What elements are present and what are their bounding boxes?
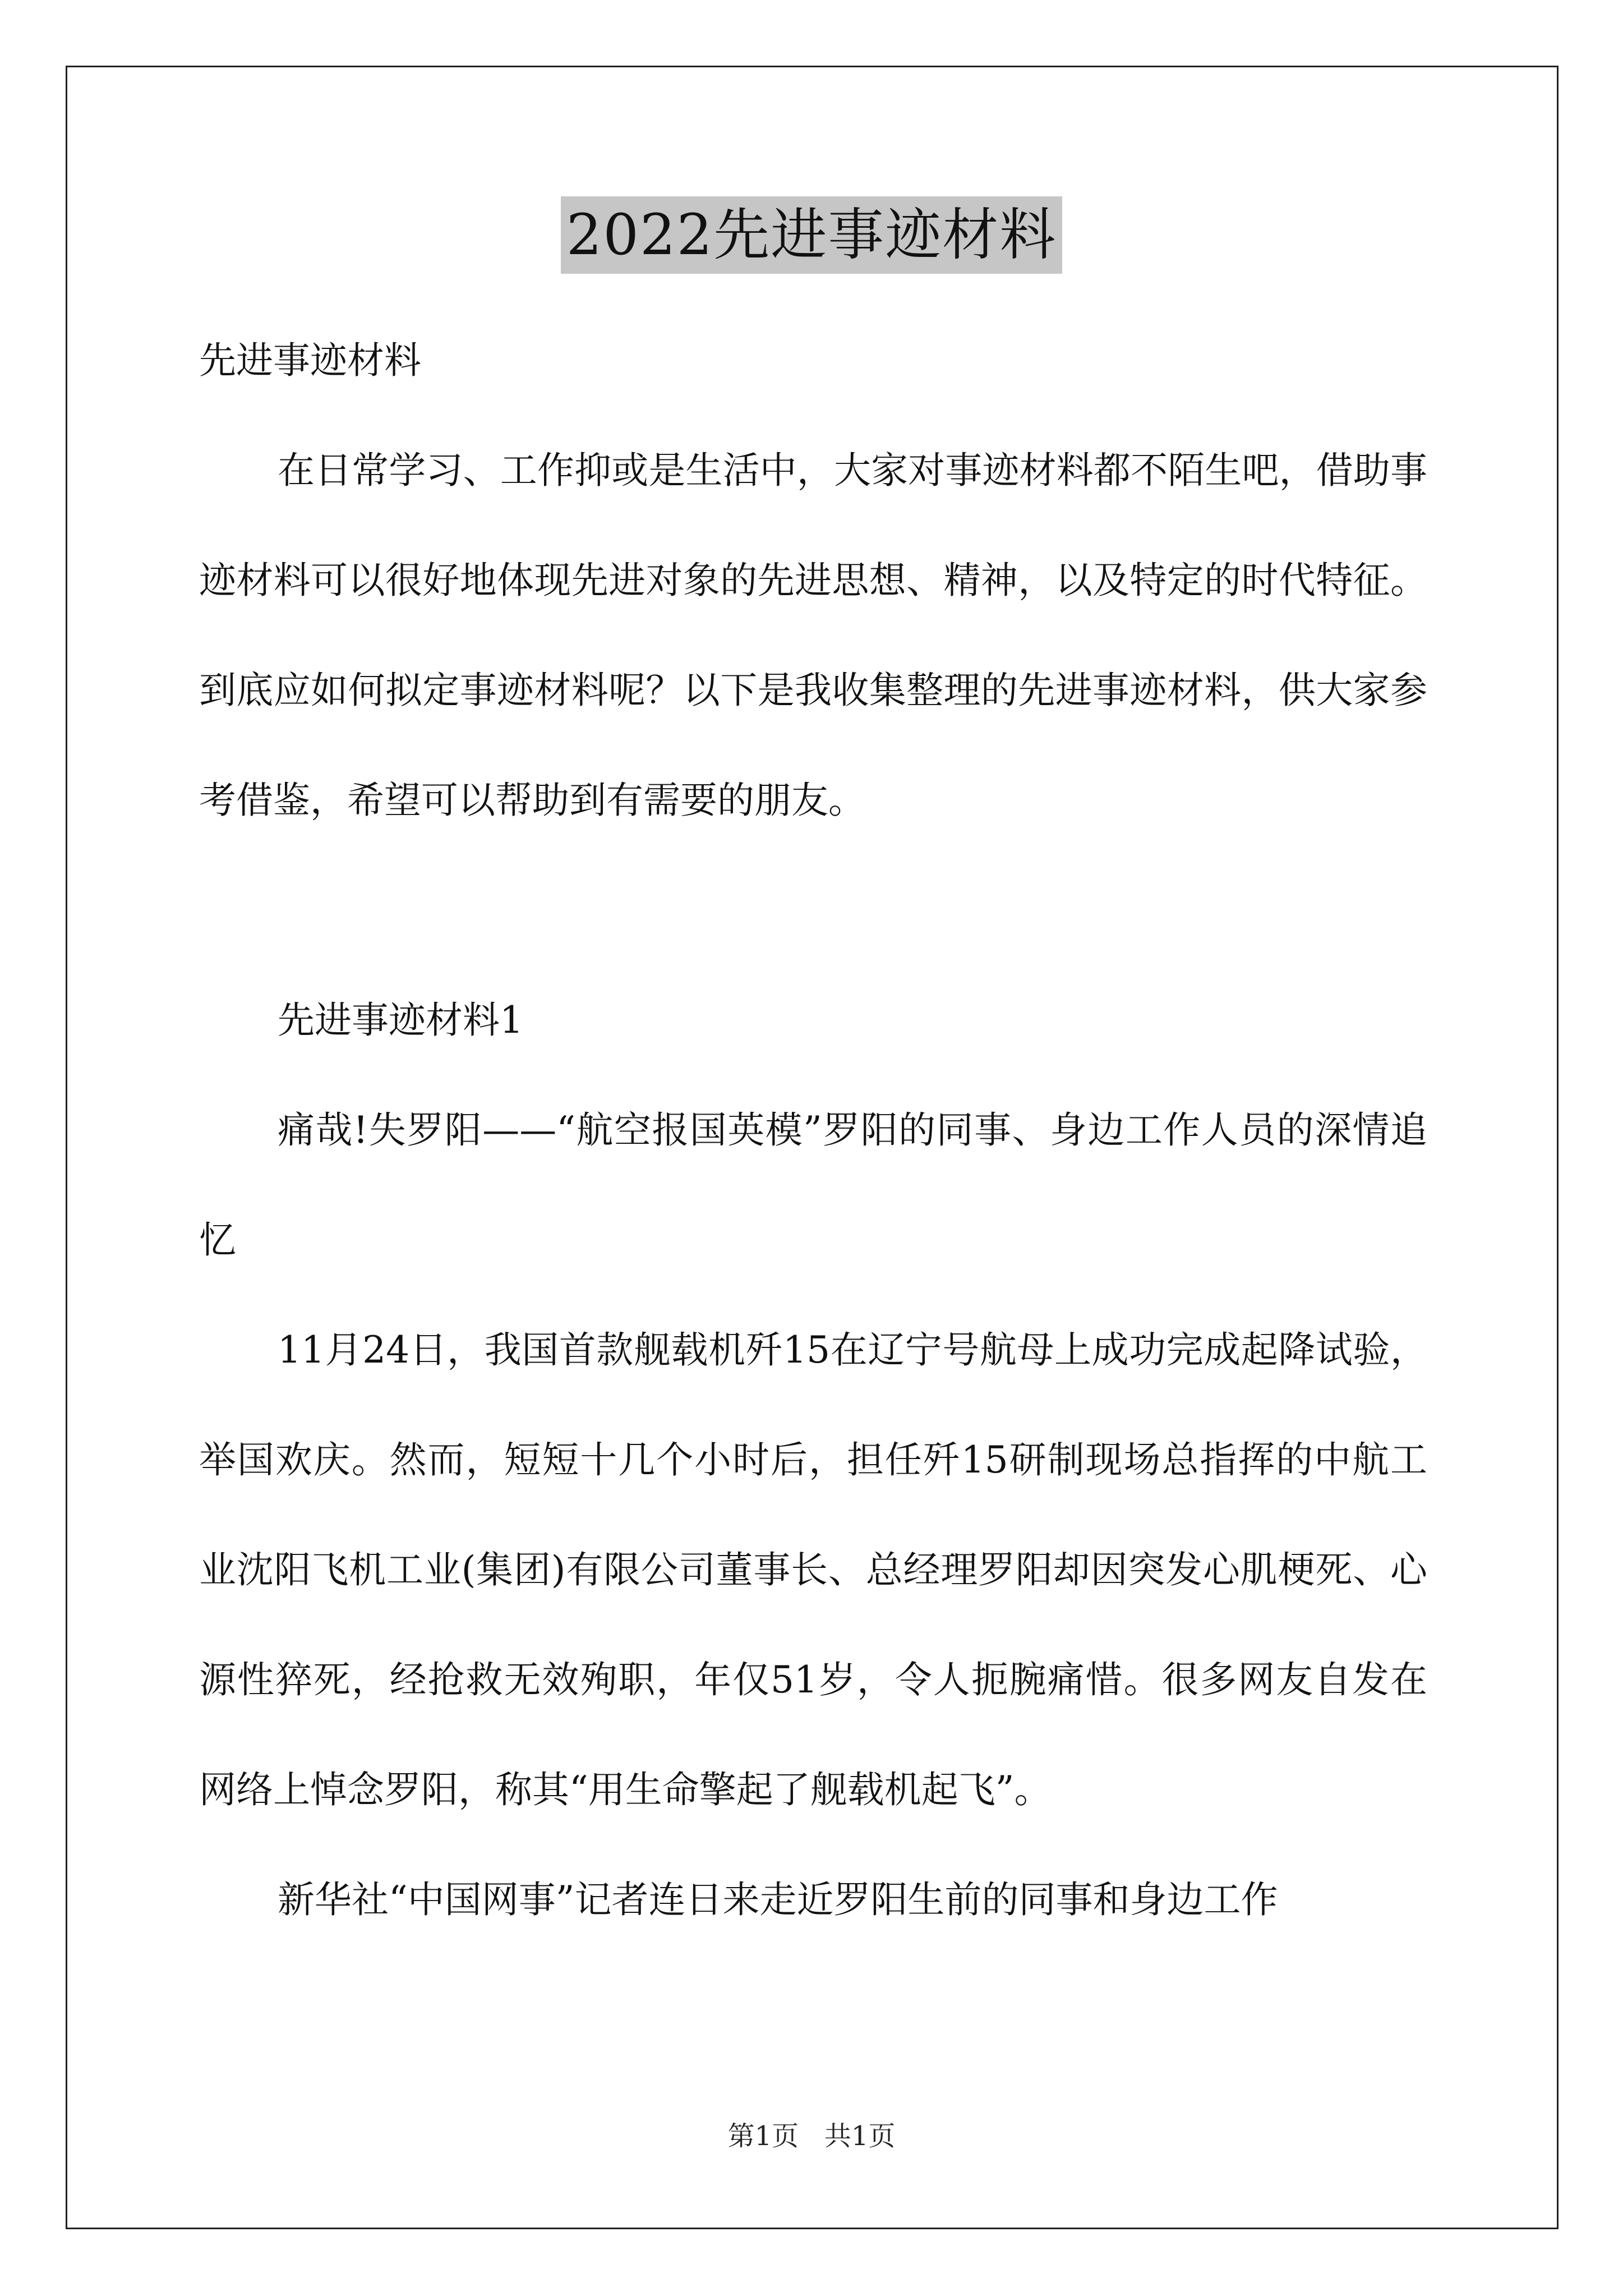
section-heading: 先进事迹材料1 [278,999,523,1042]
title-text: 2022先进事迹材料 [561,196,1063,274]
paragraph-gap [199,855,1427,965]
document-title [0,196,1623,274]
subheading: 先进事迹材料 [199,339,421,382]
page-number-footer: 第1页 共1页 [727,2120,896,2152]
body-paragraph-2: 新华社“中国网事”记者连日来走近罗阳生前的同事和身边工作 [278,1878,1278,1921]
intro-paragraph: 在日常学习、工作抑或是生活中，大家对事迹材料都不陌生吧，借助事迹材料可以很好地体现先进对象的先进思想、精神，以及特定的时代特征。到底应如何拟定事迹材料呢？以下是我收集整理的先进事迹材料，供大家参考借鉴，希望可以帮助到有需要的朋友。 [199,449,1427,822]
document-body [199,306,1427,1955]
section-subtitle: 痛哉!失罗阳——“航空报国英模”罗阳的同事、身边工作人员的深情追忆 [199,1108,1427,1262]
body-paragraph-1: 11月24日，我国首款舰载机歼15在辽宁号航母上成功完成起降试验，举国欢庆。然而，短短十几个小时后，担任歼15研制现场总指挥的中航工业沈阳飞机工业(集团)有限公司董事长、总经理罗阳却因突发心肌梗死、心源性猝死，经抢救无效殉职，年仅51岁，令人扼腕痛惜。很多网友自发在网络上悼念罗阳，称其“用生命擎起了舰载机起飞”。 [199,1328,1427,1811]
